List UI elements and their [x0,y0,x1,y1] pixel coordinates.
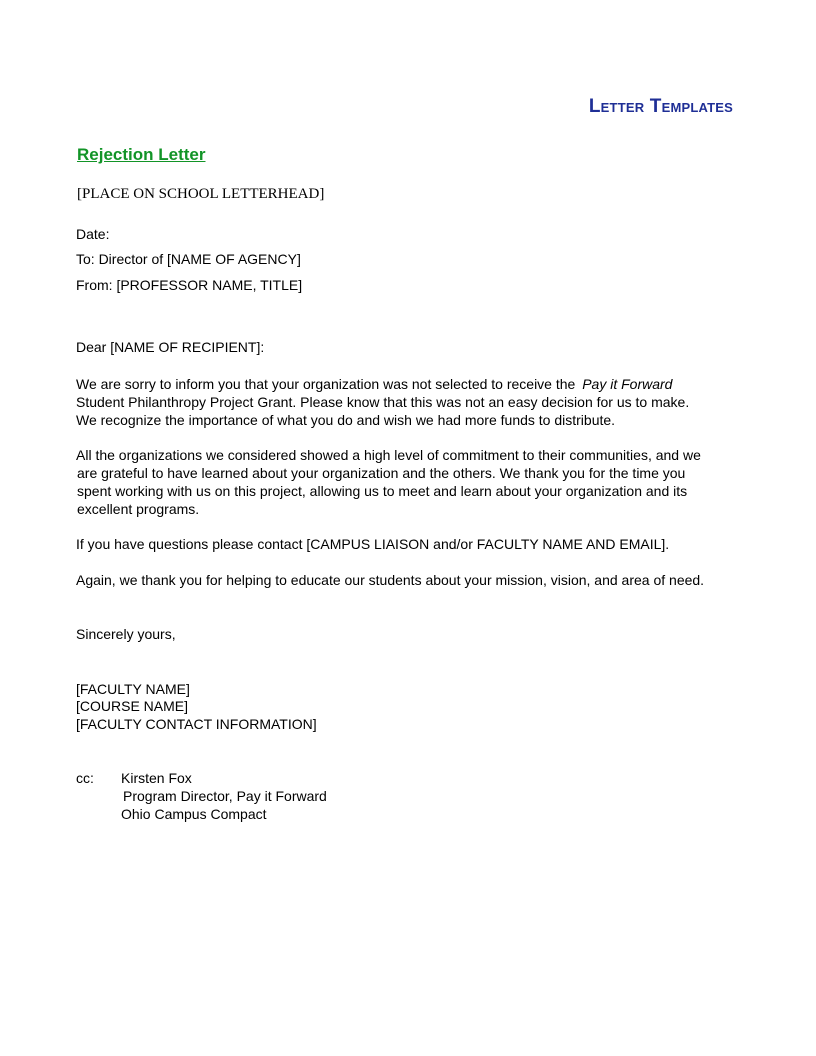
to-line: To: Director of [NAME OF AGENCY] [76,251,301,267]
paragraph-1-line-2: Student Philanthropy Project Grant. Please know that this was not an easy decision for us to make. [76,394,690,410]
signature-contact: [FACULTY CONTACT INFORMATION] [76,716,317,732]
paragraph-3: If you have questions please contact [CAMPUS LIAISON and/or FACULTY NAME AND EMAIL]. [76,536,670,552]
paragraph-1-line-1 [76,375,736,393]
signature-course: [COURSE NAME] [76,698,189,714]
letterhead-placeholder: [PLACE ON SCHOOL LETTERHEAD] [77,186,325,202]
cc-title: Program Director, Pay it Forward [123,788,327,804]
paragraph-1 [76,375,736,429]
document-title: Letter Templates [588,96,733,117]
paragraph-4: Again, we thank you for helping to educate our students about your mission, vision, and area of need. [76,572,705,588]
cc-name: Kirsten Fox [121,770,192,786]
closing: Sincerely yours, [76,626,176,642]
paragraph-2 [76,446,736,518]
cc-organization: Ohio Campus Compact [121,806,267,822]
paragraph-1-text: We are sorry to inform you that your organization was not selected to receive the [76,376,580,392]
signature-name: [FACULTY NAME] [76,681,190,697]
paragraph-2-line-2: are grateful to have learned about your organization and the others. We thank you for the time you [77,465,686,481]
program-name-emphasis: Pay it Forward [582,376,673,392]
paragraph-1-line-3: We recognize the importance of what you do and wish we had more funds to distribute. [76,412,616,428]
paragraph-2-line-4: excellent programs. [77,501,200,517]
date-line: Date: [76,226,110,242]
section-heading: Rejection Letter [77,145,206,164]
cc-label: cc: [76,770,94,786]
paragraph-2-line-1: All the organizations we considered showed a high level of commitment to their communities, and we [76,447,701,463]
paragraph-2-line-3: spent working with us on this project, allowing us to meet and learn about your organization and its [77,483,688,499]
salutation: Dear [NAME OF RECIPIENT]: [76,339,265,355]
from-line: From: [PROFESSOR NAME, TITLE] [76,277,303,293]
